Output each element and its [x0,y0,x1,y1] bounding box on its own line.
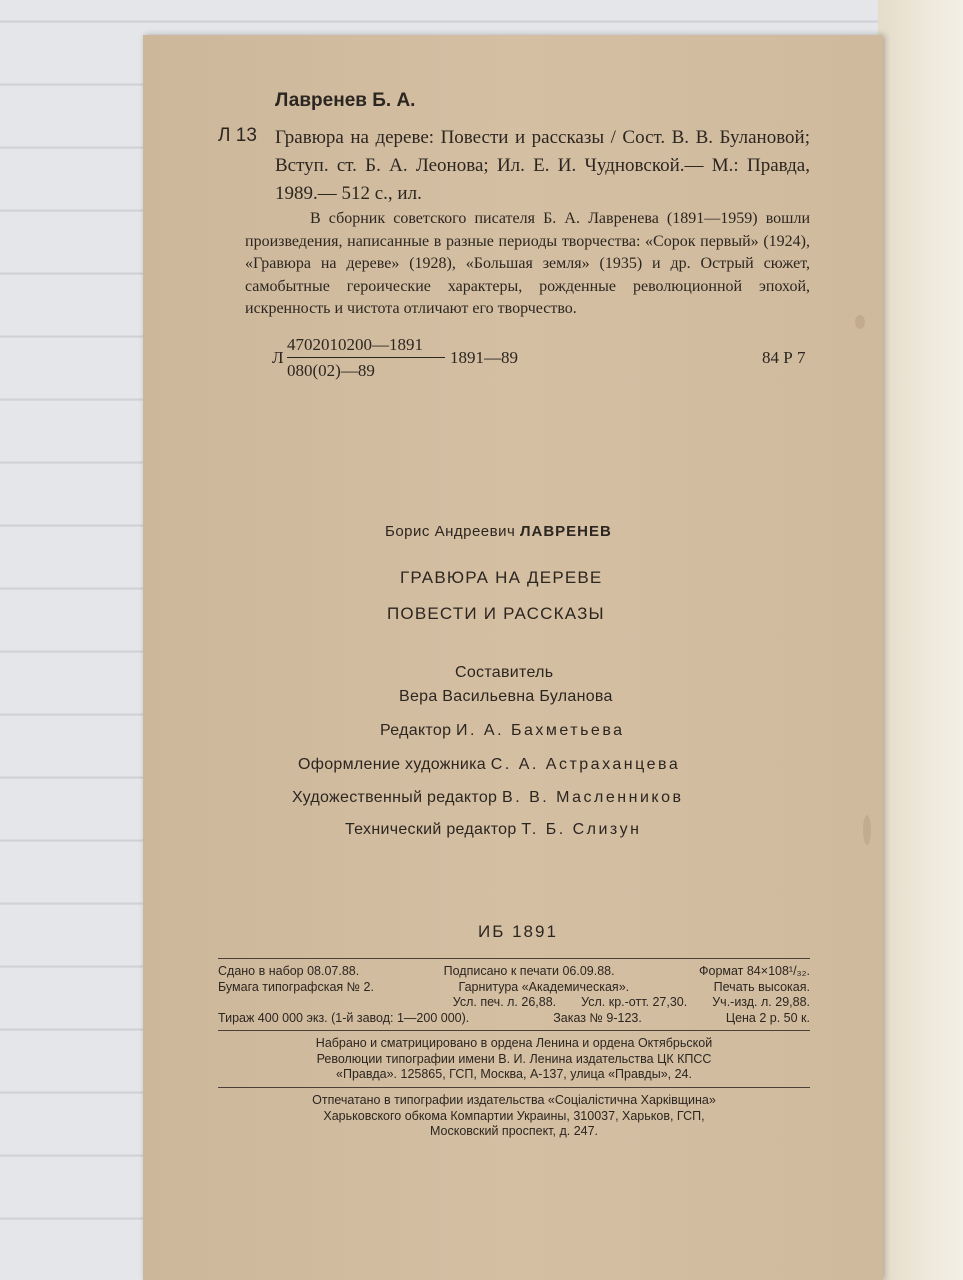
bbk-code: 84 Р 7 [762,348,806,367]
editor-name: И. А. Бахметьева [456,722,625,739]
imprint-rule-bottom [218,1087,810,1088]
imprint-paper: Бумага типографская № 2. [218,979,374,994]
art-editor-credit [292,789,683,807]
index-denominator: 080(02)—89 [287,361,375,380]
imprint-rule-middle [218,1030,810,1031]
tech-editor-name: Т. Б. Слизун [521,821,642,838]
paper-stain [863,815,871,845]
index-letter: Л [272,348,284,367]
design-label: Оформление художника [298,756,487,773]
tech-editor-label: Технический редактор [345,821,517,838]
imprint-typeset-date: Сдано в набор 08.07.88. [218,964,360,978]
imprint-typesetter [218,1036,810,1083]
compiler-name: Вера Васильевна Буланова [399,688,613,705]
bibliographic-record: Гравюра на дереве: Повести и рассказы / Сост. В. В. Булановой; Вступ. ст. Б. А. Леонова; Ил. Е. И. Чудновской.— М.: Правда, 1989.— 512 с., ил. [275,127,810,204]
design-credit [298,756,680,774]
compiler-label: Составитель [455,664,554,681]
imprint-color-prints: Усл. кр.-отт. 27,30. [581,995,688,1009]
imprint-rule-top [218,958,810,959]
imprint-printing: Печать высокая. [713,979,810,994]
art-editor-label: Художественный редактор [292,789,498,806]
imprint-typesetter-line: «Правда». 125865, ГСП, Москва, А-137, улица «Правды», 24. [336,1067,692,1081]
author-surname: ЛАВРЕНЕВ [519,523,612,540]
imprint-printer-line: Отпечатано в типографии издательства «Соціалістична Харківщина» [312,1093,716,1107]
art-editor-name: В. В. Масленников [502,789,684,806]
imprint-printer-line: Харьковского обкома Компартии Украины, 310037, Харьков, ГСП, [323,1108,705,1123]
imprint-format: Формат 84×108¹/₃₂. [698,964,810,978]
catalog-author-heading: Лавренев Б. А. [275,90,416,111]
design-name: С. А. Астраханцева [490,756,681,773]
index-suffix: 1891—89 [450,348,518,367]
imprint-technical [218,964,810,1026]
tech-editor-credit [345,821,641,839]
paper-stain [855,315,865,329]
imprint-print-run: Тираж 400 000 экз. (1-й завод: 1—200 000). [218,1010,470,1025]
ib-number: ИБ 1891 [478,922,558,941]
book-title: ГРАВЮРА НА ДЕРЕВЕ [400,568,603,587]
catalog-code: Л 13 [218,125,257,146]
author-given-names: Борис Андреевич [385,523,516,540]
title-author [385,523,612,540]
imprint-typesetter-line: Революции типографии имени В. И. Ленина издательства ЦК КПСС [316,1051,712,1066]
imprint-order: Заказ № 9-123. [553,1010,642,1025]
imprint-printer-line: Московский проспект, д. 247. [429,1124,599,1138]
book-subtitle: ПОВЕСТИ И РАССКАЗЫ [387,604,605,623]
annotation-paragraph: В сборник советского писателя Б. А. Лавренева (1891—1959) вошли произведения, написанные в разные периоды творчества: «Сорок первый» (1924), «Гравюра на дереве» (1928), «Большая земля» (1935) и др. Острый сюжет, самобытные героические характеры, рожденные революционной эпохой, искренность и чистота отличают его творчество. [245,210,810,317]
index-numerator: 4702010200—1891 [287,335,423,354]
imprint-typesetter-line: Набрано и сматрицировано в ордена Ленина и ордена Октябрьской [315,1036,713,1050]
imprint-printer [218,1093,810,1140]
fraction-line [287,357,445,358]
imprint-price: Цена 2 р. 50 к. [725,1010,810,1025]
editor-label: Редактор [380,722,452,739]
editor-credit [380,722,625,740]
imprint-signed-date: Подписано к печати 06.09.88. [443,964,615,978]
imprint-publisher-sheets: Уч.-изд. л. 29,88. [712,995,810,1009]
book-page-edge [878,0,963,1280]
imprint-print-sheets: Усл. печ. л. 26,88. [452,995,557,1009]
imprint-typeface: Гарнитура «Академическая». [458,979,630,994]
